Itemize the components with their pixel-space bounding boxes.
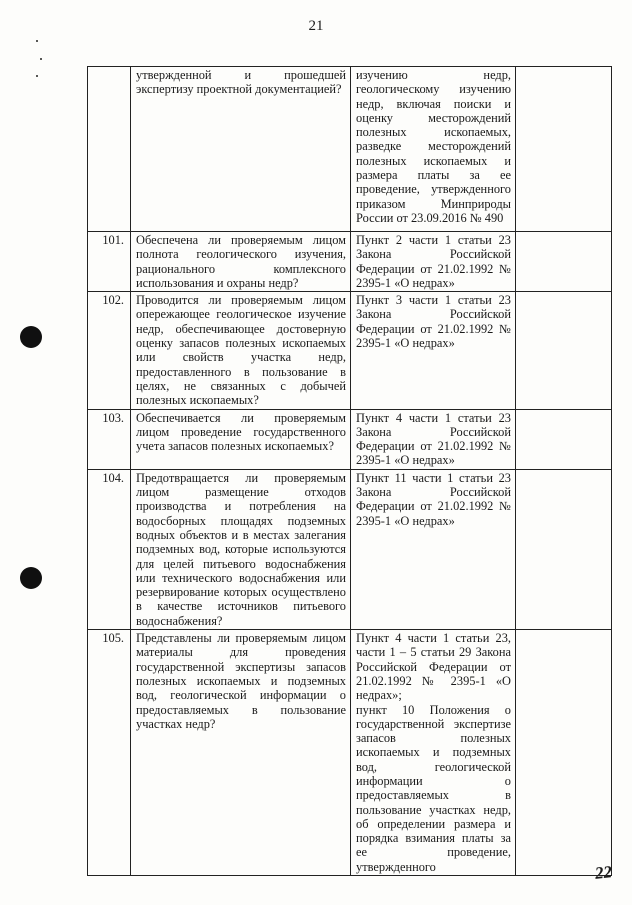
checklist-table <box>87 66 612 876</box>
reference-cell: Пункт 4 части 1 статьи 23, части 1 – 5 статьи 29 Закона Российской Федерации от 21.02.1992 № 2395-1 «О недрах»; пункт 10 Положения о государственной экспертизе запасов полезных ископаемых и подземных вод, геологической информации о предоставляемых в пользование участках недр, об определении размера и порядка взимания платы за ее проведение, утвержденного <box>351 630 516 876</box>
table-row <box>88 67 612 232</box>
page-number: 21 <box>308 18 324 34</box>
question-cell: Проводится ли проверяемым лицом опережающее геологическое изучение недр, обеспечивающее достоверную оценку запасов полезных ископаемых или свойств участка недр, предоставленного в пользование в целях, не связанных с добычей полезных ископаемых? <box>131 292 351 409</box>
handwritten-page-number: 22 <box>594 862 613 883</box>
answer-cell <box>516 67 612 232</box>
table-row <box>88 469 612 629</box>
reference-cell: изучению недр, геологическому изучению недр, включая поиски и оценку месторождений полезных ископаемых, разведке месторождений полезных ископаемых и размера платы за ее проведение, утвержденного приказом Минприроды России от 23.09.2016 № 490 <box>351 67 516 232</box>
answer-cell <box>516 232 612 292</box>
scan-speck <box>36 40 38 42</box>
answer-cell <box>516 630 612 876</box>
question-cell: утвержденной и прошедшей экспертизу проектной документацией? <box>131 67 351 232</box>
answer-cell <box>516 292 612 409</box>
question-cell: Обеспечена ли проверяемым лицом полнота геологического изучения, рационального комплексного использования и охраны недр? <box>131 232 351 292</box>
punch-hole <box>20 567 42 589</box>
reference-cell: Пункт 4 части 1 статьи 23 Закона Российской Федерации от 21.02.1992 № 2395-1 «О недрах» <box>351 409 516 469</box>
table-row <box>88 292 612 409</box>
row-number <box>88 67 131 232</box>
reference-cell: Пункт 11 части 1 статьи 23 Закона Российской Федерации от 21.02.1992 № 2395-1 «О недрах» <box>351 469 516 629</box>
answer-cell <box>516 469 612 629</box>
table-row <box>88 409 612 469</box>
row-number: 105. <box>88 630 131 876</box>
row-number: 104. <box>88 469 131 629</box>
row-number: 103. <box>88 409 131 469</box>
row-number: 101. <box>88 232 131 292</box>
question-cell: Представлены ли проверяемым лицом материалы для проведения государственной экспертизы запасов полезных ископаемых и подземных вод, геологической информации о предоставляемых в пользование участках недр? <box>131 630 351 876</box>
reference-cell: Пункт 2 части 1 статьи 23 Закона Российской Федерации от 21.02.1992 № 2395-1 «О недрах» <box>351 232 516 292</box>
question-cell: Предотвращается ли проверяемым лицом размещение отходов производства и потребления на водосборных площадях подземных водных объектов и в местах залегания подземных вод, которые используются для целей питьевого водоснабжения или технического водоснабжения или резервирование которых осуществлено в качестве источников питьевого водоснабжения? <box>131 469 351 629</box>
punch-hole <box>20 326 42 348</box>
scan-speck <box>40 58 42 60</box>
question-cell: Обеспечивается ли проверяемым лицом проведение государственного учета запасов полезных ископаемых? <box>131 409 351 469</box>
row-number: 102. <box>88 292 131 409</box>
reference-cell: Пункт 3 части 1 статьи 23 Закона Российской Федерации от 21.02.1992 № 2395-1 «О недрах» <box>351 292 516 409</box>
table-row <box>88 630 612 876</box>
table-row <box>88 232 612 292</box>
answer-cell <box>516 409 612 469</box>
scan-speck <box>36 75 38 77</box>
